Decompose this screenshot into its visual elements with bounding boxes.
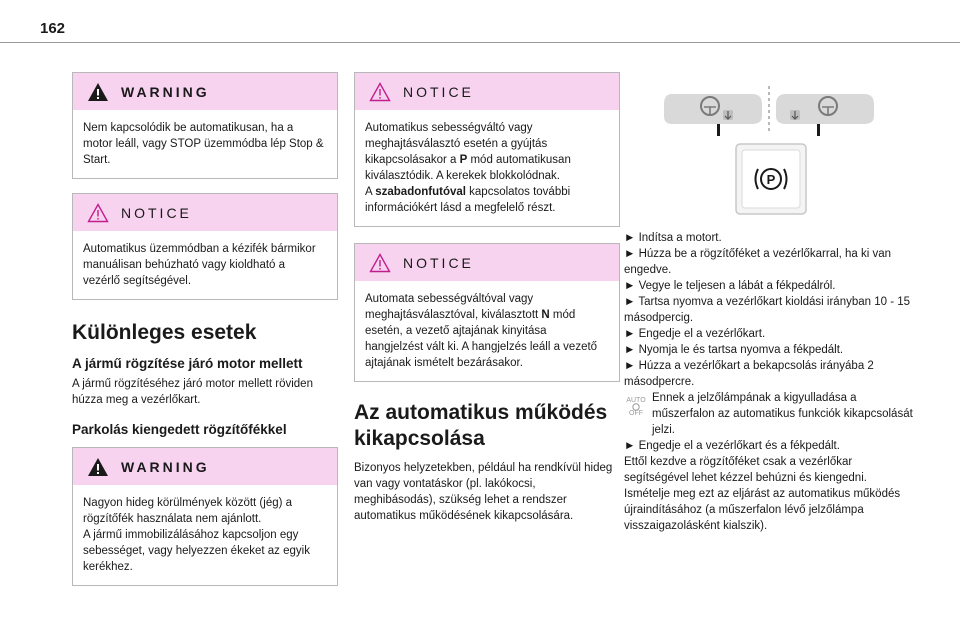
notice-title: NOTICE [403,83,474,100]
text-run: mód esetén, a vezető ajtajának kinyitása hangjelzést vált ki. A hangjelzés leáll a vezető ajtajának ismételt bezárásakor. [365,309,598,369]
closing-text: Ettől kezdve a rögzítőféket csak a vezérlőkar segítségével lehet kézzel behúzni és kiengedni. Ismételje meg ezt az eljárást az automatikus működés újraindításához (a műszerfalon lévő jelzőlámpa visszaigazolásként kialszik). [624,456,901,532]
notice-text [365,291,607,371]
notice-text-2 [365,184,607,216]
warning-body [73,485,337,585]
warning-box-2 [72,447,338,586]
section-text-disable-auto: Bizonyos helyzetekben, például ha rendkívül hideg van vagy vontatáskor (pl. lakókocsi, meghibásodás), szükség lehet a rendszer automatikus működésének kikapcsolására. [354,462,613,522]
svg-text:P: P [766,172,776,187]
step-5: ► Engedje el a vezérlőkart. [624,328,766,340]
notice-box-1 [72,193,338,300]
parking-brake-icon [736,144,806,214]
notice-body [355,110,619,226]
bold-mode-n: N [541,309,550,321]
electric-parking-brake-illustration [624,80,914,230]
text-run: kapcsolatos további információkért lásd a megfelelő részt. [365,186,571,214]
section-title-disable-auto: Az automatikus működés kikapcsolása [354,401,608,450]
top-divider [0,42,960,43]
subsection-title-engine-running: A jármű rögzítése járó motor mellett [72,356,303,371]
warning-text: Nem kapcsolódik be automatikusan, ha a motor leáll, vagy STOP üzemmódba lép Stop & Start. [83,122,324,166]
page-number: 162 [40,20,66,37]
warning-box-1 [72,72,338,179]
notice-body [355,281,619,381]
notice-text: Automatikus üzemmódban a kézifék bármikor manuálisan behúzható vagy kioldható a vezérlő segítségével. [83,243,316,287]
step-1: ► Indítsa a motort. [624,232,722,244]
warning-title: WARNING [121,83,210,100]
step-7: ► Húzza a vezérlőkart a bekapcsolás irányába 2 másodpercre. [624,360,874,388]
warning-text-line-2: A jármű immobilizálásához kapcsoljon egy sebességet, vagy helyezzen ékeket az egyik kerékhez. [83,529,310,573]
auto-off-icon [624,392,648,416]
warning-header [73,73,337,110]
notice-header [355,73,619,110]
step-8: ► Engedje el a vezérlőkart és a fékpedált. [624,440,840,452]
left-column [72,72,338,600]
notice-title: NOTICE [403,254,474,271]
step-6: ► Nyomja le és tartsa nyomva a fékpedált. [624,344,844,356]
notice-box-3 [354,243,620,382]
instruction-steps [624,230,914,390]
off-label: OFF [629,410,643,416]
warning-header [73,448,337,485]
notice-box-2 [354,72,620,227]
notice-triangle-icon [369,82,391,102]
subsection-text-engine-running: A jármű rögzítéséhez járó motor mellett röviden húzza meg a vezérlőkart. [72,378,313,406]
warning-text-line-1: Nagyon hideg körülmények között (jég) a rögzítőfék használata nem ajánlott. [83,497,293,525]
auto-label: AUTO [626,397,646,404]
notice-body [73,231,337,299]
notice-text-1 [365,120,607,184]
bold-mode-p: P [459,154,468,166]
auto-off-note-text: Ennek a jelzőlámpának a kigyulladása a műszerfalon az automatikus funkciók kikapcsolását jelzi. [652,392,913,436]
step-4: ► Tartsa nyomva a vezérlőkart kioldási irányban 10 - 15 másodpercig. [624,296,911,324]
notice-title: NOTICE [121,204,192,221]
text-run: Automata sebességváltóval vagy meghajtásválasztóval, kiválasztott [365,293,542,321]
notice-triangle-icon [87,203,109,223]
step-2: ► Húzza be a rögzítőféket a vezérlőkarral, ha ki van engedve. [624,248,892,276]
text-run: A [365,186,376,198]
illustration [624,80,914,230]
warning-triangle-icon [87,457,109,477]
notice-triangle-icon [369,253,391,273]
bold-freewheel: szabadonfutóval [375,186,466,198]
text-run: Automatikus sebességváltó vagy meghajtásválasztó esetén a gyújtás kikapcsolásakor a [365,122,548,166]
text-run: mód automatikusan kiválasztódik. A kerekek blokkolódnak. [365,154,571,182]
subsection-title-parking-released: Parkolás kiengedett rögzítőfékkel [72,422,287,437]
auto-off-note [624,390,914,438]
warning-body [73,110,337,178]
middle-column [354,72,620,524]
notice-header [73,194,337,231]
notice-header [355,244,619,281]
control-lever-pull-illustration [664,94,762,136]
section-title-special-cases: Különleges esetek [72,321,257,344]
right-column [624,80,914,534]
warning-title: WARNING [121,458,210,475]
warning-triangle-icon [87,82,109,102]
step-3: ► Vegye le teljesen a lábát a fékpedálról. [624,280,836,292]
control-lever-release-illustration [776,94,874,136]
